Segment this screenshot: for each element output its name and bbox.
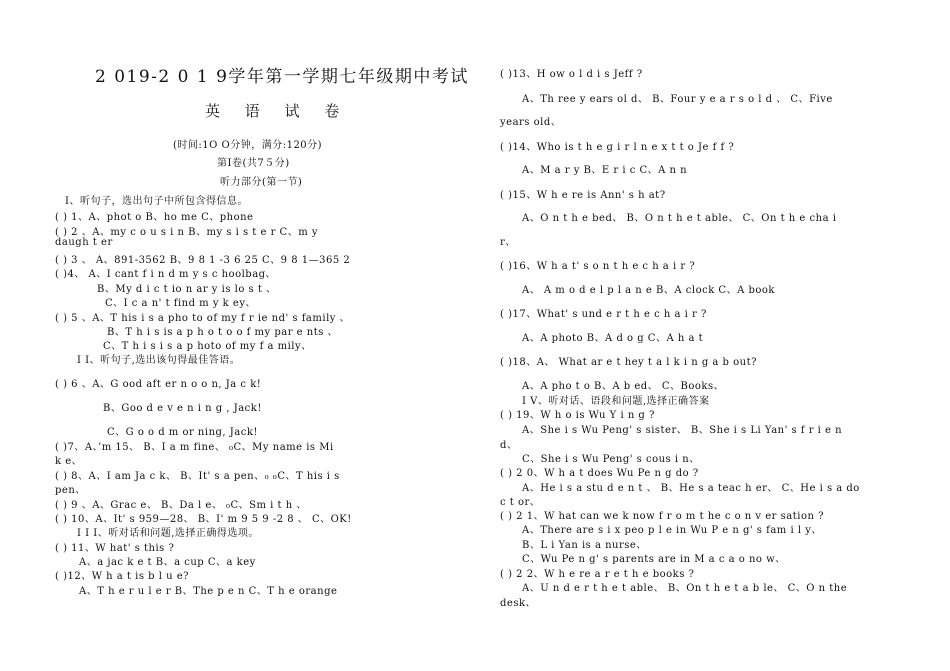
option-line: B、T h i s is a p h o t o o f my par e nts 、 [107, 327, 339, 338]
option-line: d、 [500, 440, 518, 451]
section-heading: I V、听对话、语段和问题,选择正确答案 [522, 396, 710, 407]
question-line: ( ) 6 、A、G ood aft er n o o n, Ja c k! [55, 379, 262, 390]
question-line: ( ) 2 2、W h e re a r e t h e books ? [500, 569, 695, 580]
question-line: ( ) 2 、A、my c o u s i n B、my s i s t e r C、m y [55, 227, 319, 238]
option-line: A、She i s Wu Peng' s sister、 B、She i s Li Yan' s f r i e n [522, 425, 843, 436]
question-line: ( )4、 A、I cant f i n d m y s c hoolbag、 [55, 269, 277, 280]
option-line: A、A photo B、A d o g C、A h a t [522, 333, 704, 344]
option-line: A、Th ree y ears ol d、 B、Four y e a r s o l d 、 C、Five [522, 94, 833, 105]
question-line: ( ) 8、A、I am Ja c k、 B、It' s a pen、₀ ₀C、T his i s [55, 471, 340, 482]
exam-subtitle: 英 语 试 卷 [205, 102, 350, 120]
question-line: ( ) 10、A、It' s 959—28、 B、I' m 9 5 9 -2 8 、 C、OK! [55, 514, 352, 525]
option-line: c t or、 [500, 497, 541, 508]
time-info: (时间:1O O分钟，满分:120分) [173, 140, 323, 151]
question-line: ( )14、Who is t h e g i r l n e x t t o Je f f ? [500, 142, 735, 153]
option-line: C、I c a n' t find m y k ey、 [105, 298, 256, 309]
option-line: B、My d i c t io n ar y is lo s t 、 [97, 284, 277, 295]
part-one-label: 第Ⅰ卷(共7５分) [217, 158, 290, 169]
option-line: A、a jac k e t B、a cup C、a key [79, 557, 256, 568]
option-line: B、L i Yan is a nurse、 [522, 540, 647, 551]
option-line: desk、 [500, 598, 537, 609]
question-line: ( )18、A、 What ar e t hey t a l k i n g a b out? [500, 357, 757, 368]
option-line: A、There are s i x peo p l e in Wu P e n g' s fam i l y、 [522, 525, 822, 536]
question-line: daugh t er [55, 237, 113, 248]
option-line: A、O n t h e bed、 B、O n t h e t able、 C、On t h e cha i [522, 213, 837, 224]
option-line: A、He i s a stu d e n t 、 B、He s a teac h er、 C、He i s a do [522, 483, 860, 494]
exam-title: 2 019-2 0 1 9学年第一学期七年级期中考试 [95, 67, 469, 87]
listening-label: 听力部分(第一节) [220, 177, 303, 188]
option-line: C、Wu Pe n g' s parents are in M a c a o no w、 [522, 554, 786, 565]
question-line: k e、 [55, 456, 83, 467]
question-line: ( ) 11、W hat' s this ? [55, 543, 175, 554]
question-line: ( ) 2 0、W h a t does Wu Pe n g do ? [500, 468, 699, 479]
option-line: r、 [500, 237, 516, 248]
question-line: pen、 [55, 485, 86, 496]
section-heading: I I、听句子,选出该句得最佳答语。 [77, 355, 241, 366]
question-line: ( )17、What' s und e r t h e c h a i r ? [500, 309, 707, 320]
option-line: years old、 [500, 117, 562, 128]
question-line: ( ) 9 、A、Grac e、 B、Da l e、 ₀C、Sm i t h 、 [55, 500, 307, 511]
option-line: C、G o o d m or ning, Jack! [107, 427, 258, 438]
option-line: A、M a r y B、E r i c C、A n n [522, 165, 688, 176]
option-line: A、U n d e r t h e t able、 B、On t h e t a b le、 C、O n the [522, 583, 848, 594]
section-heading: I I I、听对话和问题,选择正确得选项。 [77, 528, 259, 539]
option-line: B、Goo d e v e n i n g , Jack! [103, 403, 262, 414]
question-line: ( ) 3 、 A、891-3562 B、9 8 1 -3 6 25 C、9 8 1—365 2 [55, 255, 351, 266]
question-line: ( ) 1、A、phot o B、ho me C、phone [55, 212, 254, 223]
question-line: ( ) 19、W h o is Wu Y i n g ? [500, 410, 655, 421]
option-line: C、T h i s i s a p hoto of my f a mily、 [103, 341, 312, 352]
question-line: ( )12、W h a t is b l u e? [55, 571, 189, 582]
question-line: ( )13、H ow o l d i s Jeff ? [500, 69, 643, 80]
option-line: A、T h e r u l e r B、The p e n C、T h e orange [79, 586, 338, 597]
section-heading: Ⅰ、听句子，选出句子中所包含得信息。 [65, 196, 248, 207]
question-line: ( ) 2 1、W hat can we k now f r o m t he c o n v er sation ? [500, 511, 824, 522]
question-line: ( )15、W h e re is Ann' s h at? [500, 190, 666, 201]
option-line: A、 A m o d e l p l a n e B、A clock C、A book [522, 285, 775, 296]
question-line: ( )16、W h a t' s o n t h e c h a i r ? [500, 261, 696, 272]
option-line: C、She i s Wu Peng' s cous i n、 [522, 454, 700, 465]
option-line: A、A pho t o B、A b ed、 C、Books、 [522, 381, 725, 392]
question-line: ( )7、A、’m 15、 B、I a m fine、 ₀C、My name is Mi [55, 442, 334, 453]
question-line: ( ) 5 、A、T his i s a pho to of my f r ie nd' s family 、 [55, 313, 351, 324]
